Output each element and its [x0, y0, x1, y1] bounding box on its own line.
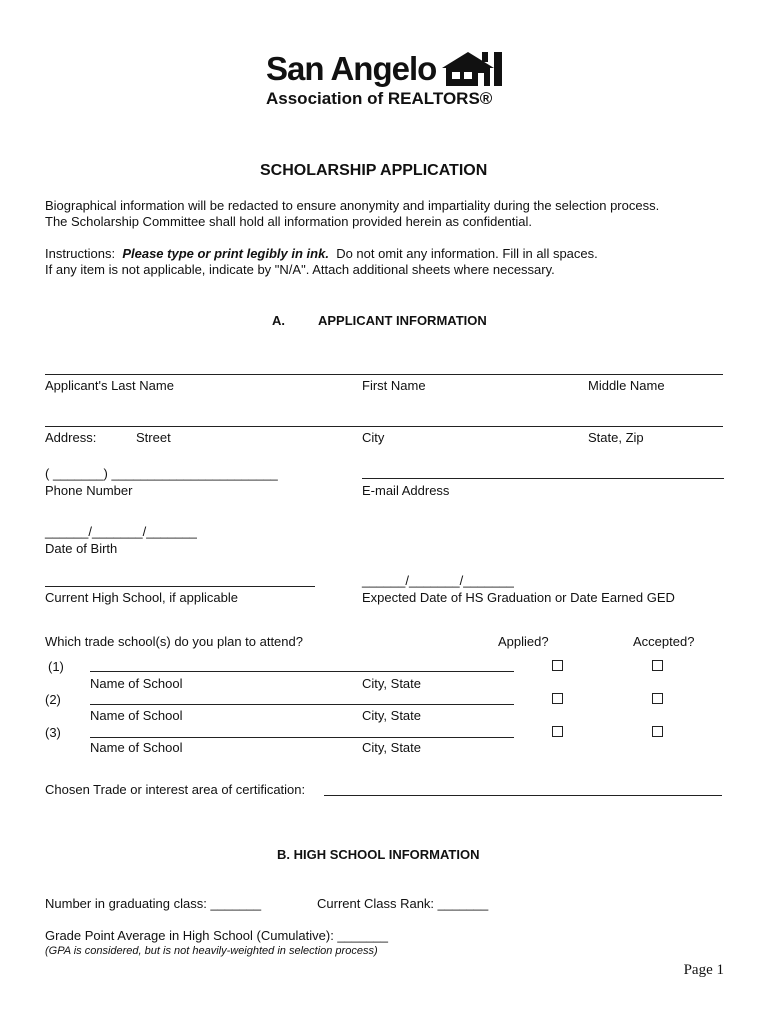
accepted-header: Accepted? — [633, 634, 695, 649]
intro-paragraph — [45, 198, 725, 230]
phone-input[interactable]: ( _______) _______________________ — [45, 466, 278, 481]
state-zip-label: State, Zip — [588, 430, 644, 445]
school-3-name-label: Name of School — [90, 740, 183, 755]
gpa-field[interactable]: Grade Point Average in High School (Cumulative): _______ — [45, 928, 389, 943]
school-3-applied-checkbox[interactable] — [552, 726, 563, 737]
school-2-city-label: City, State — [362, 708, 422, 723]
instructions-prefix: Instructions: — [45, 246, 116, 261]
school-3-accepted-checkbox[interactable] — [652, 726, 663, 737]
city-label: City — [362, 430, 385, 445]
school-3-input-line[interactable] — [90, 737, 514, 738]
page-title: SCHOLARSHIP APPLICATION — [260, 162, 488, 179]
instructions-line-1 — [45, 246, 725, 262]
school-3-city-label: City, State — [362, 740, 422, 755]
section-a-heading: APPLICANT INFORMATION — [318, 313, 487, 328]
school-1-city-label: City, State — [362, 676, 422, 691]
school-2-input-line[interactable] — [90, 704, 514, 705]
chosen-trade-input-line[interactable] — [324, 795, 722, 796]
house-logo-icon — [438, 48, 504, 88]
instructions-paragraph — [45, 246, 725, 278]
dob-label: Date of Birth — [45, 541, 118, 556]
grad-class-field[interactable]: Number in graduating class: _______ — [45, 896, 262, 911]
address-label: Address: — [45, 430, 97, 445]
grad-date-input[interactable]: ______/_______/_______ — [362, 573, 514, 588]
email-input-line[interactable] — [362, 478, 724, 479]
trade-question: Which trade school(s) do you plan to attend? — [45, 634, 303, 649]
school-3-number: (3) — [45, 725, 61, 740]
school-1-input-line[interactable] — [90, 671, 514, 672]
grad-date-label: Expected Date of HS Graduation or Date Earned GED — [362, 590, 675, 605]
instructions-line-2: If any item is not applicable, indicate by "N/A". Attach additional sheets where necessary. — [45, 262, 555, 277]
intro-line-2: The Scholarship Committee shall hold all information provided herein as confidential. — [45, 214, 533, 229]
phone-label: Phone Number — [45, 483, 133, 498]
school-1-number: (1) — [48, 659, 64, 674]
current-hs-input-line[interactable] — [45, 586, 315, 587]
instructions-emphasis: Please type or print legibly in ink. — [122, 246, 329, 261]
school-2-number: (2) — [45, 692, 61, 707]
intro-line-1: Biographical information will be redacted to ensure anonymity and impartiality during the selection process. — [45, 198, 660, 213]
current-hs-label: Current High School, if applicable — [45, 590, 238, 605]
school-1-accepted-checkbox[interactable] — [652, 660, 663, 671]
school-2-applied-checkbox[interactable] — [552, 693, 563, 704]
dob-input[interactable]: ______/_______/_______ — [45, 524, 197, 539]
street-label: Street — [136, 430, 171, 445]
school-1-applied-checkbox[interactable] — [552, 660, 563, 671]
section-a-letter: A. — [272, 313, 285, 328]
section-b-heading: B. HIGH SCHOOL INFORMATION — [277, 847, 480, 862]
page-number: Page 1 — [683, 962, 724, 978]
class-rank-field[interactable]: Current Class Rank: _______ — [317, 896, 489, 911]
instructions-rest: Do not omit any information. Fill in all spaces. — [336, 246, 598, 261]
applied-header: Applied? — [498, 634, 549, 649]
gpa-note: (GPA is considered, but is not heavily-weighted in selection process) — [45, 945, 378, 957]
chosen-trade-label: Chosen Trade or interest area of certification: — [45, 782, 306, 797]
school-2-accepted-checkbox[interactable] — [652, 693, 663, 704]
logo-text-primary: San Angelo — [266, 50, 437, 87]
school-1-name-label: Name of School — [90, 676, 183, 691]
last-name-label: Applicant's Last Name — [45, 378, 174, 393]
name-input-line[interactable] — [45, 374, 723, 375]
logo-text-secondary: Association of REALTORS® — [266, 89, 493, 108]
email-label: E-mail Address — [362, 483, 450, 498]
address-input-line[interactable] — [45, 426, 723, 427]
school-2-name-label: Name of School — [90, 708, 183, 723]
first-name-label: First Name — [362, 378, 426, 393]
middle-name-label: Middle Name — [588, 378, 665, 393]
